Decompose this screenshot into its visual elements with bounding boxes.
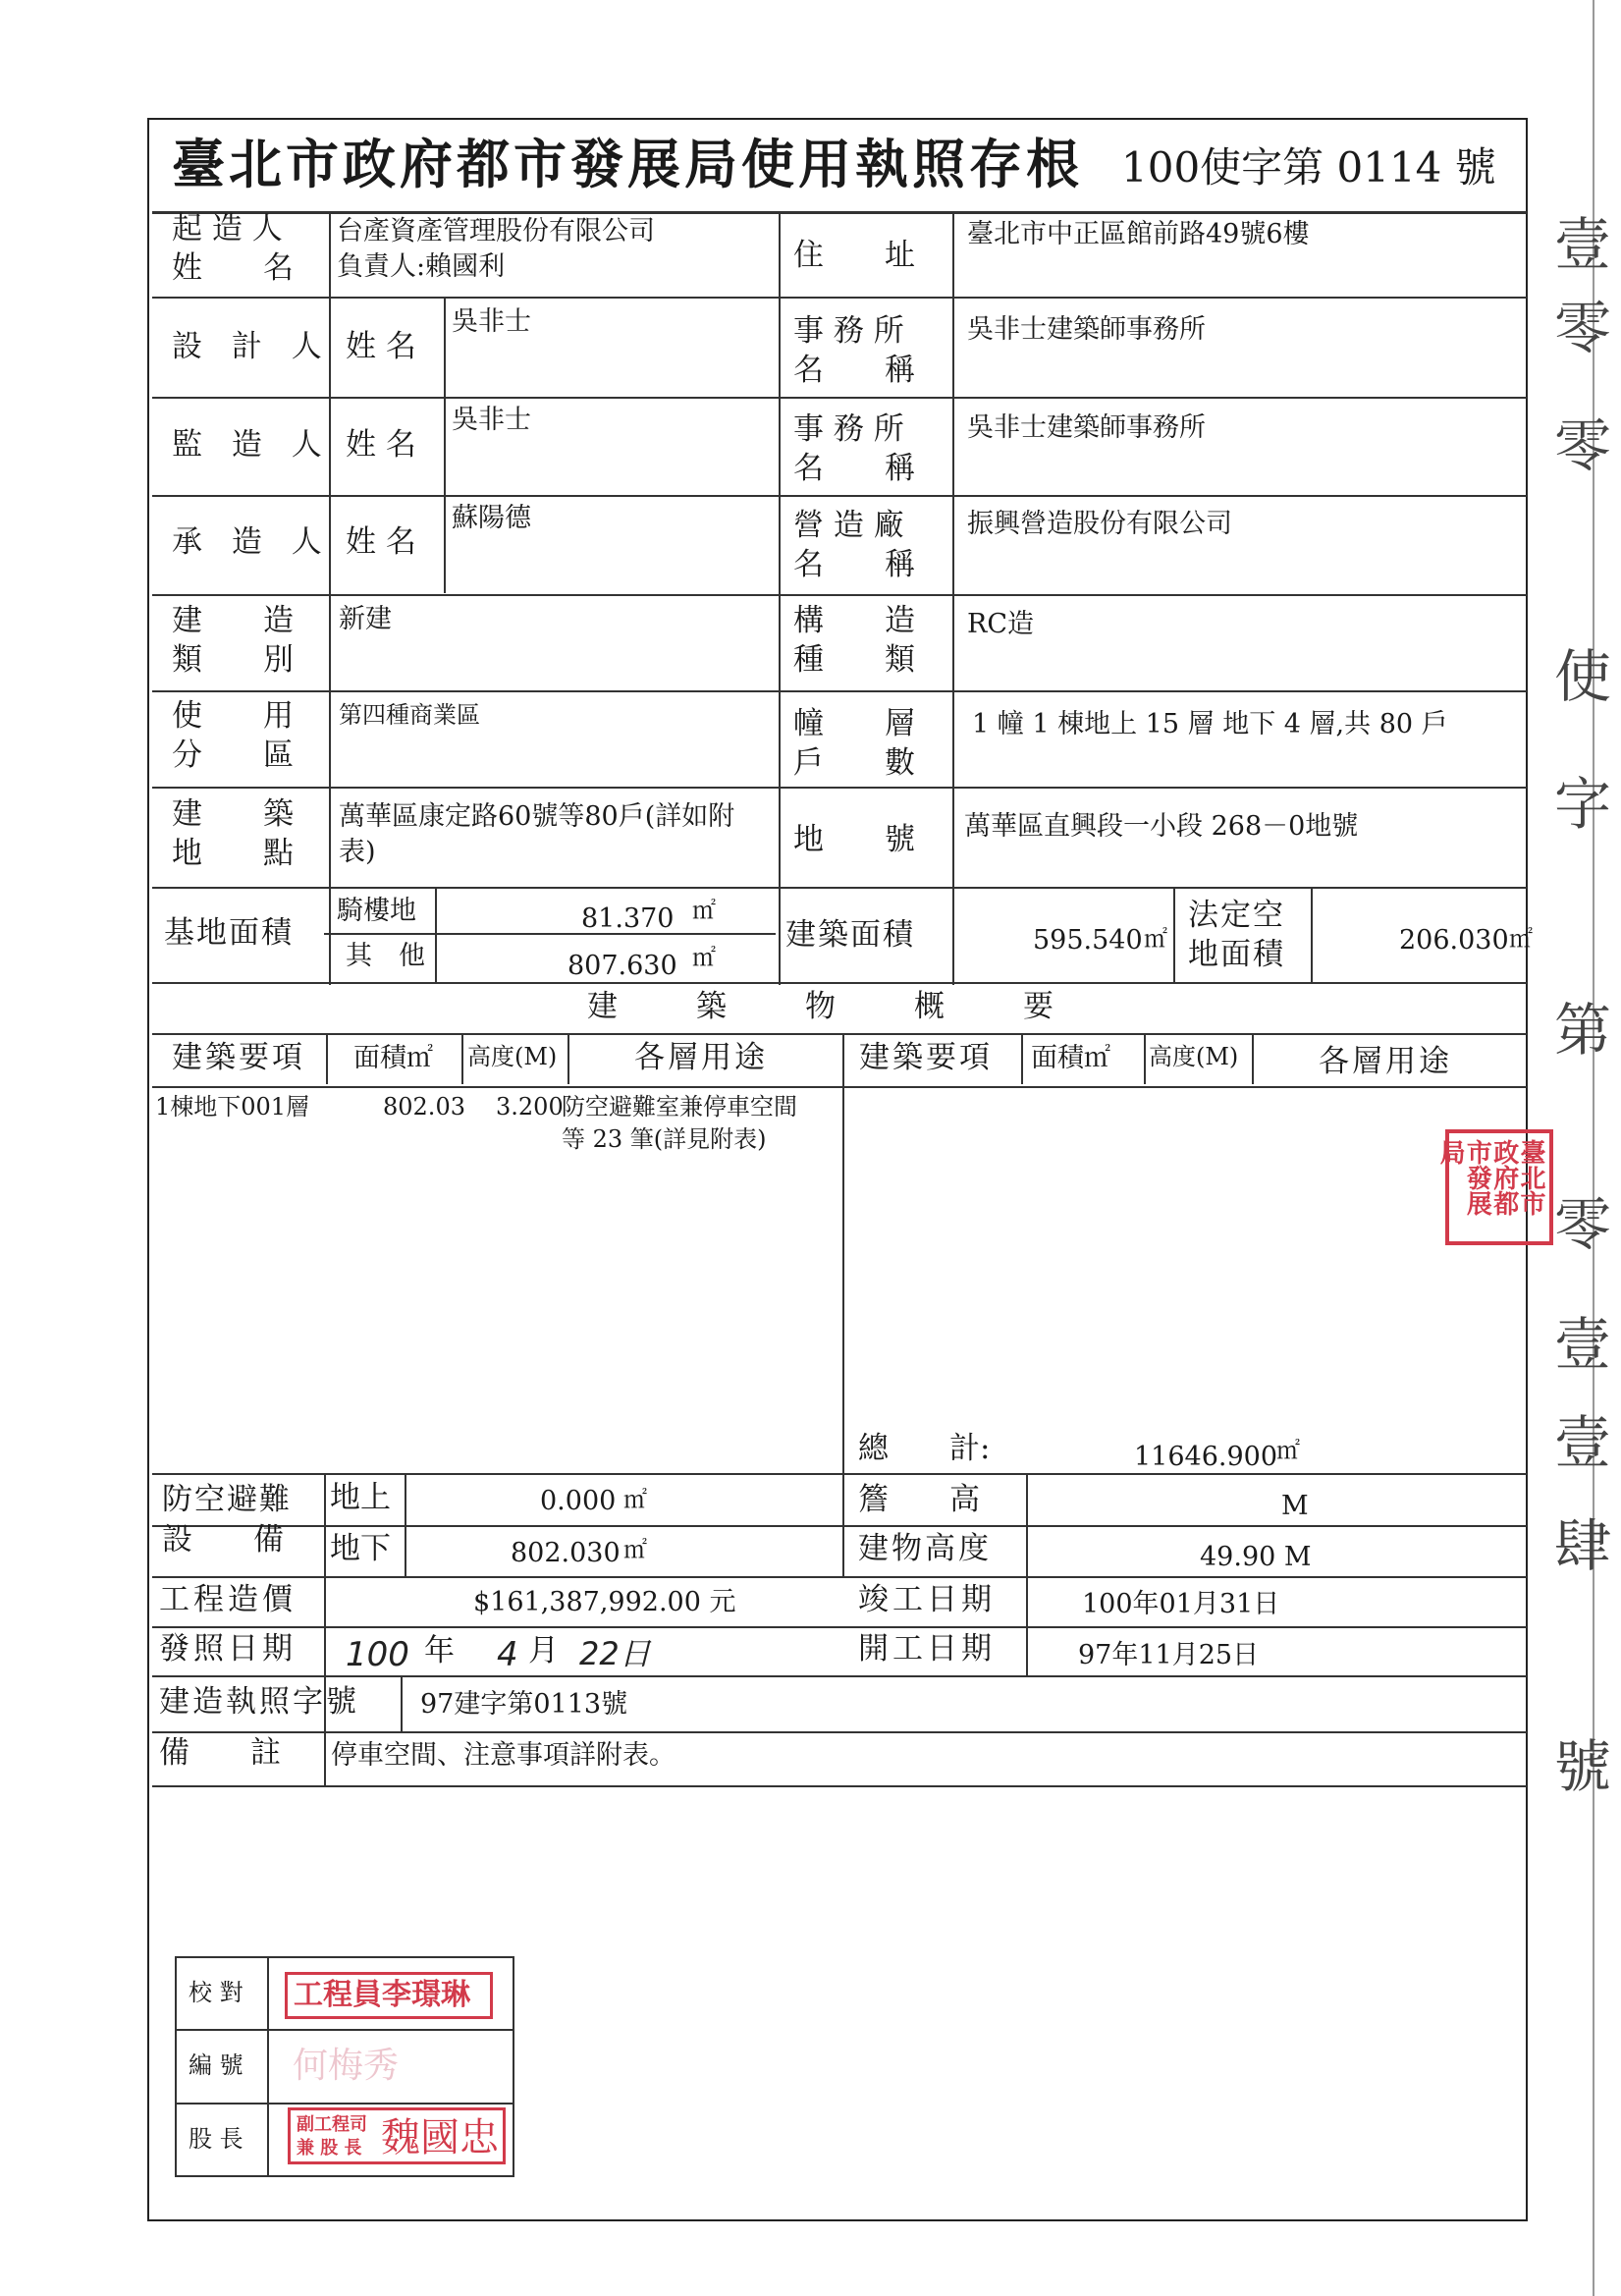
checker-stamp (285, 1972, 493, 2019)
contractor-office-label2: 名 稱 (793, 547, 915, 582)
shelter-below-unit: ㎡ (623, 1536, 647, 1563)
entry-use-more: 等 23 筆(詳見附表) (562, 1125, 767, 1153)
designer-office: 吳非士建築師事務所 (967, 314, 1206, 345)
margin-char: 號 (1554, 1733, 1612, 1800)
supervisor-office: 吳非士建築師事務所 (967, 412, 1206, 443)
remarks: 停車空間、注意事項詳附表。 (331, 1740, 675, 1771)
entry-area: 802.03 (383, 1093, 465, 1121)
designer-office-label2: 名 稱 (793, 353, 915, 388)
issue-year: 100 (346, 1635, 409, 1674)
permit-number-label: 建造執照字號 (159, 1684, 359, 1720)
designer-office-label: 事 務 所 (793, 313, 904, 349)
checker-stamp-text: 工程員李璟琳 (294, 1978, 470, 2012)
other-area: 807.630 (567, 951, 677, 981)
col-header-area-2: 面積㎡ (1031, 1043, 1110, 1073)
col-header-use-2: 各層用途 (1319, 1044, 1452, 1079)
below-ground-label: 地下 (330, 1531, 391, 1566)
location-line1: 萬華區康定路60號等80戶(詳如附 (339, 801, 735, 832)
col-header-area: 面積㎡ (353, 1043, 433, 1073)
builder-name-label: 姓 名 (172, 250, 294, 286)
completion-date-label: 竣工日期 (858, 1582, 996, 1617)
remarks-label: 備 註 (159, 1735, 281, 1771)
arcade-area: 81.370 (581, 903, 675, 934)
structure-label: 構 造 (793, 603, 915, 638)
designer-label: 設 計 人 (172, 329, 332, 364)
contractor-office: 振興營造股份有限公司 (967, 509, 1232, 539)
completion-date: 100年01月31日 (1082, 1589, 1280, 1619)
margin-char: 字 (1554, 771, 1612, 838)
start-date: 97年11月25日 (1078, 1640, 1260, 1670)
margin-char: 壹 (1554, 211, 1612, 278)
designer-name: 吳非士 (452, 306, 531, 337)
overview-title: 建 築 物 概 要 (587, 989, 1059, 1024)
other-unit: ㎡ (692, 944, 716, 971)
location-label: 建 築 (172, 796, 294, 832)
legal-space-label2: 地面積 (1188, 937, 1285, 972)
designer-name-label: 姓 名 (346, 329, 416, 364)
margin-char: 壹 (1554, 1409, 1612, 1476)
issue-date-label: 發照日期 (159, 1631, 297, 1667)
col-header-height: 高度(M) (467, 1043, 558, 1070)
start-date-label: 開工日期 (858, 1631, 996, 1667)
col-header-item-2: 建築要項 (859, 1040, 993, 1075)
entry-height: 3.200 (496, 1093, 564, 1121)
above-ground-label: 地上 (330, 1480, 391, 1515)
supervisor-office-label: 事 務 所 (793, 411, 904, 447)
builder-company: 台產資產管理股份有限公司 (337, 216, 655, 246)
serial-label: 編 號 (189, 2051, 243, 2079)
chief-title: 副工程司 (297, 2114, 367, 2135)
margin-char: 零 (1554, 295, 1612, 361)
margin-char: 零 (1554, 1191, 1612, 1258)
issue-month-char: 月 (528, 1633, 559, 1668)
lot-label: 地 號 (793, 822, 915, 857)
issue-month: 4 (497, 1635, 518, 1674)
contractor-name: 蘇陽德 (452, 503, 531, 533)
arcade-label: 騎樓地 (337, 896, 416, 926)
chief-title-2: 兼 股 長 (297, 2138, 362, 2159)
build-type-label2: 類 別 (172, 642, 294, 678)
margin-char: 第 (1554, 997, 1612, 1064)
location-line2: 表) (339, 837, 376, 867)
supervisor-name: 吳非士 (452, 405, 531, 435)
margin-char: 肆 (1554, 1512, 1612, 1579)
margin-char: 零 (1554, 412, 1612, 479)
construction-permit: 97建字第0113號 (420, 1689, 628, 1720)
address-label: 住 址 (793, 238, 915, 273)
margin-char: 壹 (1554, 1311, 1612, 1378)
zoning-label: 使 用 (172, 698, 294, 734)
issue-year-char: 年 (424, 1633, 455, 1668)
chief-name: 魏國忠 (381, 2115, 499, 2160)
contractor-name-label: 姓 名 (346, 524, 416, 560)
units-label2: 戶 數 (793, 745, 915, 781)
zoning: 第四種商業區 (339, 701, 480, 729)
construction-cost: $161,387,992.00 元 (473, 1587, 736, 1617)
supervisor-label: 監 造 人 (172, 427, 332, 463)
shelter-below: 802.030 (511, 1538, 621, 1568)
building-area-unit: ㎡ (1144, 925, 1167, 953)
builder-label: 起 造 人 (172, 211, 283, 246)
supervisor-office-label2: 名 稱 (793, 451, 915, 486)
units-label: 幢 層 (793, 706, 915, 741)
supervisor-name-label: 姓 名 (346, 427, 416, 463)
total-unit: ㎡ (1276, 1437, 1300, 1464)
structure-label2: 種 類 (793, 642, 915, 678)
serial-stamp: 何梅秀 (293, 2046, 400, 2086)
building-area-label: 建築面積 (785, 917, 915, 953)
permit-number: 100使字第 0114 號 (1121, 143, 1496, 191)
eave-height: M (1281, 1491, 1309, 1521)
shelter-label: 防空避難 (162, 1482, 292, 1517)
eave-height-label: 簷 高 (858, 1482, 980, 1517)
shelter-above: 0.000 (540, 1486, 617, 1516)
col-header-item: 建築要項 (172, 1040, 305, 1075)
building-area: 595.540 (1033, 925, 1143, 956)
entry-use: 防空避難室兼停車空間 (562, 1093, 797, 1121)
check-label: 校 對 (189, 1979, 243, 2006)
contractor-label: 承 造 人 (172, 524, 332, 560)
structure-type: RC造 (967, 609, 1034, 639)
shelter-above-unit: ㎡ (623, 1486, 647, 1513)
build-type-label: 建 造 (172, 603, 294, 638)
entry-item: 1棟地下001層 (155, 1093, 310, 1121)
builder-responsible: 負責人:賴國利 (337, 251, 506, 282)
lot-number: 萬華區直興段一小段 268－0地號 (964, 811, 1359, 842)
builder-address: 臺北市中正區館前路49號6樓 (967, 219, 1310, 249)
margin-char: 使 (1554, 643, 1612, 710)
zoning-label2: 分 區 (172, 738, 294, 773)
cost-label: 工程造價 (159, 1582, 297, 1617)
location-label2: 地 點 (172, 836, 294, 871)
legal-space-area: 206.030 (1399, 925, 1509, 956)
building-height: 49.90 M (1200, 1542, 1312, 1572)
contractor-office-label: 營 造 廠 (793, 508, 904, 543)
building-height-label: 建物高度 (858, 1531, 992, 1566)
issue-day: 22日 (579, 1635, 651, 1672)
col-header-use: 各層用途 (634, 1040, 768, 1075)
legal-space-label: 法定空 (1188, 898, 1285, 933)
col-header-height-2: 高度(M) (1149, 1043, 1239, 1070)
total-label: 總 計: (858, 1431, 991, 1466)
official-seal-text: 臺北市政府都市發展局 (1435, 1139, 1545, 1216)
units: 1 幢 1 棟地上 15 層 地下 4 層,共 80 戶 (972, 709, 1448, 739)
chief-label: 股 長 (189, 2125, 243, 2153)
site-area-label: 基地面積 (164, 915, 294, 951)
total-area: 11646.900 (1134, 1442, 1278, 1472)
official-seal (1435, 1129, 1553, 1245)
document-title: 臺北市政府都市發展局使用執照存根 (172, 133, 1083, 195)
build-type: 新建 (339, 604, 392, 634)
legal-space-unit: ㎡ (1509, 925, 1533, 953)
shelter-label2: 設 備 (162, 1522, 284, 1558)
arcade-unit: ㎡ (692, 897, 716, 924)
other-label: 其 他 (346, 941, 425, 971)
chief-stamp (288, 2107, 506, 2164)
